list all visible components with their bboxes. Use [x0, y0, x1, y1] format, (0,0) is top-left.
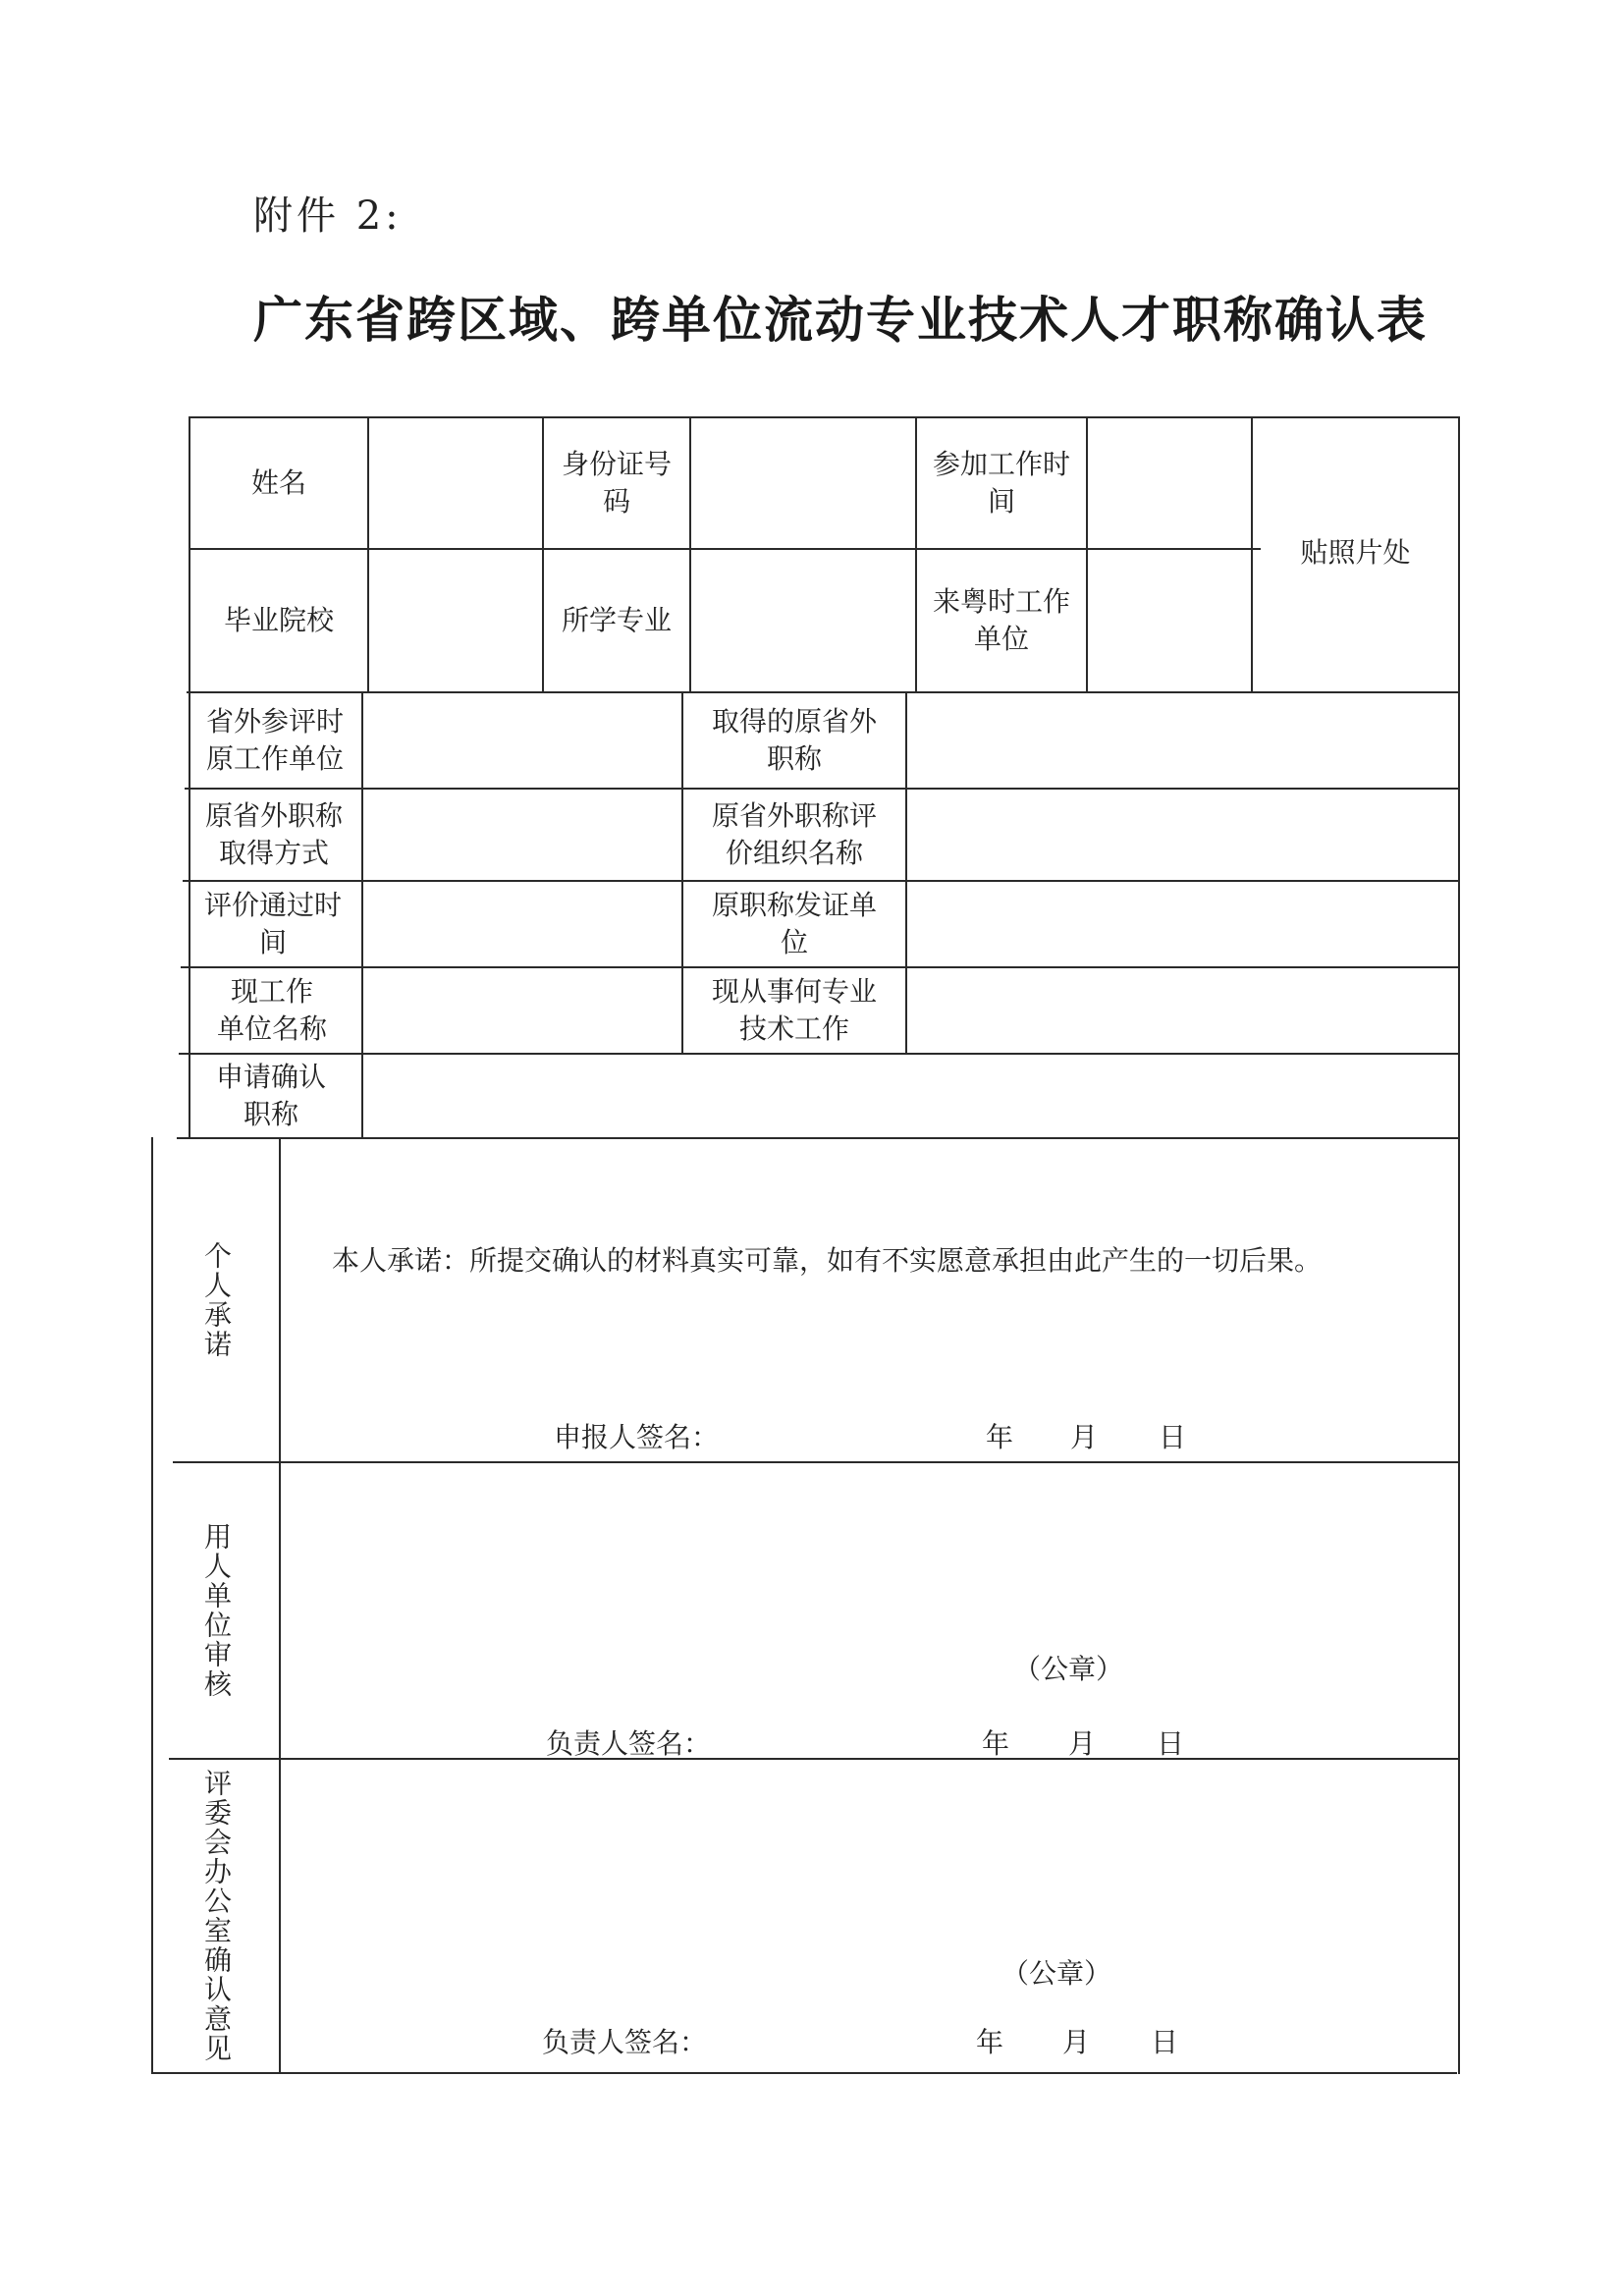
- committee-sign-label: 负责人签名：: [542, 2026, 708, 2058]
- row-line-8: [173, 1461, 1458, 1463]
- commitment-statement: 本人承诺：所提交确认的材料真实可靠，如有不实愿意承担由此产生的一切后果。: [332, 1244, 1323, 1277]
- label-issuer-line2: 位: [780, 926, 808, 958]
- field-orig-title[interactable]: [907, 693, 1458, 788]
- field-apply-title[interactable]: [363, 1055, 1458, 1137]
- label-eval-org-line2: 价组织名称: [725, 837, 863, 869]
- committee-date-month: 月: [1062, 2026, 1091, 2058]
- employer-date-year: 年: [982, 1727, 1010, 1760]
- committee-date-year: 年: [976, 2026, 1004, 2058]
- committee-seal: （公章）: [1001, 1957, 1112, 1990]
- label-orig-title-line1: 取得的原省外: [711, 705, 877, 738]
- field-major[interactable]: [691, 550, 915, 691]
- label-pass-time: [185, 882, 361, 966]
- employer-date-day: 日: [1157, 1727, 1185, 1760]
- row-line-7: [177, 1137, 1458, 1139]
- label-orig-unit: [189, 693, 361, 788]
- field-issuer[interactable]: [907, 882, 1458, 966]
- commitment-date-day: 日: [1159, 1421, 1187, 1453]
- label-school: 毕业院校: [223, 604, 334, 636]
- field-orig-unit[interactable]: [363, 693, 681, 788]
- photo-placeholder[interactable]: 贴照片处: [1300, 536, 1411, 569]
- label-current-work-line1: 现从事何专业: [711, 975, 877, 1008]
- employer-sign-label: 负责人签名：: [546, 1727, 712, 1760]
- commitment-date-year: 年: [986, 1421, 1014, 1453]
- label-current-work-line2: 技术工作: [738, 1012, 849, 1045]
- label-orig-title-line2: 职称: [766, 742, 822, 775]
- field-gd-unit[interactable]: [1088, 550, 1251, 691]
- label-current-unit-line1: 现工作: [230, 975, 313, 1008]
- label-issuer-line1: 原职称发证单: [711, 889, 877, 921]
- field-school[interactable]: [369, 550, 542, 691]
- row-line-9: [169, 1758, 1458, 1760]
- label-gd-unit-line1: 来粤时工作: [932, 585, 1070, 618]
- label-work-start-line1: 参加工作时: [932, 448, 1070, 480]
- committee-opinion-side-label: 评委会办公室确认意见: [200, 1769, 233, 2063]
- label-work-start: [917, 418, 1086, 548]
- committee-date-day: 日: [1151, 2026, 1179, 2058]
- border-bottom: [151, 2072, 1457, 2074]
- label-major: 所学专业: [561, 604, 672, 636]
- field-current-work[interactable]: [907, 968, 1458, 1053]
- field-pass-time[interactable]: [363, 882, 681, 966]
- field-work-start[interactable]: [1088, 418, 1251, 548]
- label-orig-unit-line2: 原工作单位: [205, 742, 344, 775]
- label-current-work: [683, 968, 905, 1053]
- field-id-number[interactable]: [691, 418, 915, 548]
- confirmation-form: [179, 416, 1460, 2074]
- applicant-sign-label: 申报人签名：: [554, 1421, 720, 1453]
- employer-review-side-label: 用人单位审核: [200, 1522, 233, 1699]
- field-eval-org[interactable]: [907, 790, 1458, 880]
- employer-date-month: 月: [1068, 1727, 1097, 1760]
- label-current-unit: [183, 968, 361, 1053]
- label-id-number: [544, 418, 689, 548]
- commitment-date-month: 月: [1070, 1421, 1099, 1453]
- label-pass-time-line2: 间: [258, 926, 287, 958]
- label-name: 姓名: [250, 466, 306, 499]
- label-obtain-method-line1: 原省外职称: [204, 799, 343, 832]
- label-work-start-line2: 间: [987, 485, 1015, 518]
- attachment-label: 附件 2:: [253, 193, 403, 239]
- label-gd-unit: [917, 550, 1086, 691]
- form-title: 广东省跨区域、跨单位流动专业技术人才职称确认表: [253, 292, 1428, 349]
- border-right: [1458, 416, 1460, 2074]
- label-apply-title-line1: 申请确认: [215, 1061, 326, 1093]
- label-obtain-method-line2: 取得方式: [218, 837, 329, 869]
- label-obtain-method: [187, 790, 361, 880]
- commitment-side-label: 个人承诺: [200, 1241, 233, 1359]
- label-id-number-line1: 身份证号: [561, 448, 672, 480]
- label-pass-time-line1: 评价通过时: [203, 889, 342, 921]
- label-eval-org-line1: 原省外职称评: [711, 799, 877, 832]
- side-label-divider: [279, 1137, 281, 2074]
- label-apply-title-line2: 职称: [243, 1098, 298, 1130]
- label-orig-title: [683, 693, 905, 788]
- field-current-unit[interactable]: [363, 968, 681, 1053]
- label-eval-org: [683, 790, 905, 880]
- field-name[interactable]: [369, 418, 542, 548]
- label-apply-title: [181, 1055, 361, 1137]
- label-gd-unit-line2: 单位: [973, 623, 1029, 655]
- label-id-number-line2: 码: [602, 485, 630, 518]
- employer-seal: （公章）: [1013, 1653, 1124, 1685]
- label-current-unit-line2: 单位名称: [216, 1012, 327, 1045]
- label-orig-unit-line1: 省外参评时: [205, 705, 344, 738]
- field-obtain-method[interactable]: [363, 790, 681, 880]
- label-issuer: [683, 882, 905, 966]
